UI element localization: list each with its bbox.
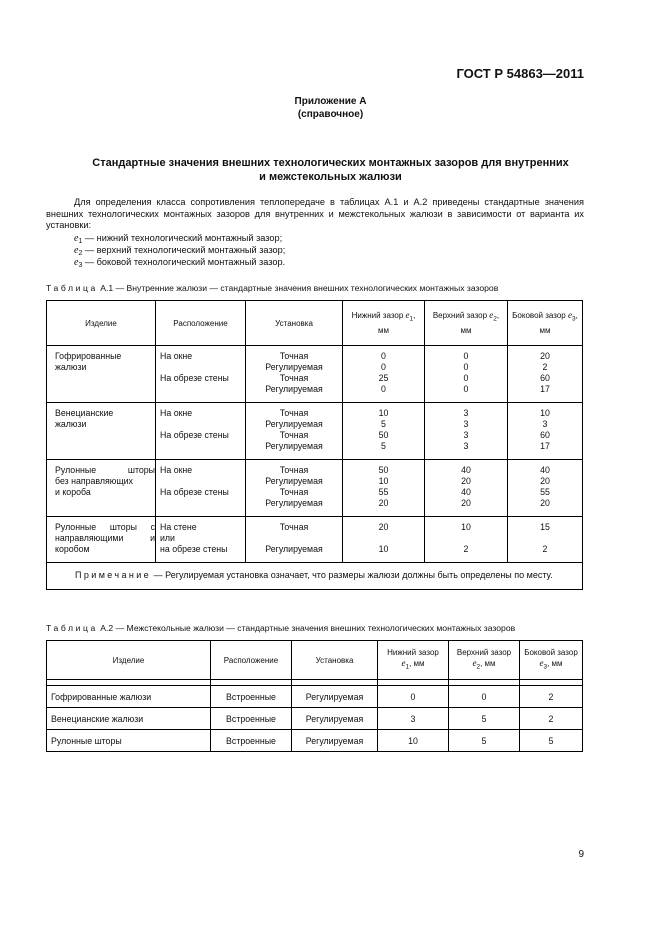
heading-line-2: и межстекольных жалюзи — [259, 171, 402, 183]
def-subscript: 3 — [78, 262, 83, 269]
cell-e2: 5 — [449, 730, 520, 752]
header-symbol: e — [401, 658, 406, 669]
table-group — [47, 465, 583, 517]
header-side-gap: Боковой зазор $e_3$, мм — [520, 641, 583, 680]
caption-text: А.1 — Внутренние жалюзи — стандартные значения внешних технологических монтажных зазоров — [97, 283, 499, 293]
header-unit: мм — [413, 659, 425, 669]
header-symbol: e — [472, 658, 477, 669]
caption-label: Таблица — [46, 283, 98, 293]
section-heading — [60, 156, 601, 184]
intro-paragraph — [46, 197, 584, 232]
table-row — [47, 686, 583, 708]
def-text: — боковой технологический монтажный зазор. — [82, 257, 286, 267]
header-lower-label: Нижний зазор — [351, 311, 404, 321]
table-note — [47, 563, 583, 590]
header-unit: мм — [484, 659, 496, 669]
table-group — [47, 522, 583, 563]
table-a1 — [46, 300, 583, 590]
table-group — [47, 351, 583, 403]
def-symbol: e — [74, 233, 79, 244]
cell-installation: Регулируемая — [292, 686, 378, 708]
cell-e2: 0 — [449, 686, 520, 708]
header-symbol: e — [489, 310, 494, 321]
cell-e2: 3 3 3 3 — [425, 408, 508, 460]
def-subscript: 2 — [78, 250, 83, 257]
cell-e3: 10 3 60 17 — [508, 408, 583, 460]
cell-e1: 3 — [378, 708, 449, 730]
def-subscript: 1 — [78, 238, 83, 245]
header-unit: мм — [378, 325, 389, 335]
cell-e2: 10 2 — [425, 522, 508, 563]
header-unit: мм — [539, 325, 551, 335]
cell-placement: На окне На обрезе стены — [156, 408, 246, 460]
table-group — [47, 408, 583, 460]
cell-e2: 40 20 40 20 — [425, 465, 508, 517]
cell-e3: 2 — [520, 708, 583, 730]
caption-text: А.2 — Межстекольные жалюзи — стандартные значения внешних технологических монтажных зазоров — [97, 623, 516, 633]
cell-e2: 0 0 0 0 — [425, 351, 508, 403]
cell-placement: На окне На обрезе стены — [156, 465, 246, 517]
header-item: Изделие — [47, 641, 211, 680]
table-a2 — [46, 640, 583, 752]
cell-installation: Точная Регулируемая Точная Регулируемая — [246, 408, 343, 460]
header-lower-gap: Нижний зазор $e_1$, мм — [343, 301, 425, 346]
cell-installation: Точная Регулируемая — [246, 522, 343, 563]
def-text: — нижний технологический монтажный зазор; — [82, 233, 283, 243]
header-placement: Расположение — [156, 301, 246, 346]
intro-text: Для определения класса сопротивления теплопередаче в таблицах А.1 и А.2 приведены стандартные значения внешних технологических монтажных зазоров для внутренних и межстекольных жалюзи в зависимости от варианта их установки: — [46, 197, 584, 231]
cell-e1: 20 10 — [343, 522, 425, 563]
cell-e1: 0 — [378, 686, 449, 708]
appendix-title: Приложение А — [294, 96, 367, 107]
header-upper-gap: Верхний зазор $e_2$, мм — [425, 301, 508, 346]
header-placement: Расположение — [211, 641, 292, 680]
header-installation: Установка — [246, 301, 343, 346]
heading-line-1: Стандартные значения внешних технологических монтажных зазоров для внутренних — [92, 157, 569, 169]
table-a1-caption — [46, 283, 498, 293]
header-unit: мм — [551, 659, 563, 669]
table-row — [47, 730, 583, 752]
header-lower-label: Нижний зазор — [387, 648, 439, 658]
page-number: 9 — [578, 849, 584, 860]
header-symbol: e — [405, 310, 410, 321]
header-unit: мм — [460, 325, 472, 335]
def-text: — верхний технологический монтажный зазор; — [82, 245, 286, 255]
table-header-row — [47, 641, 583, 680]
table-note-row — [47, 563, 583, 590]
header-symbol: e — [539, 658, 544, 669]
cell-item: Венецианские жалюзи — [47, 408, 156, 460]
note-label: Примечание — [75, 570, 152, 580]
note-text: — Регулируемая установка означает, что размеры жалюзи должны быть определены по месту. — [151, 570, 553, 580]
appendix-subtitle: (справочное) — [297, 109, 364, 120]
cell-installation: Точная Регулируемая Точная Регулируемая — [246, 351, 343, 403]
table-row — [47, 708, 583, 730]
cell-e2: 5 — [449, 708, 520, 730]
header-side-label: Боковой зазор — [524, 648, 578, 658]
header-lower-gap: Нижний зазор $e_1$, мм — [378, 641, 449, 680]
definition-e3 — [74, 257, 285, 272]
header-upper-label: Верхний зазор — [432, 311, 488, 321]
table-header-row — [47, 301, 583, 346]
header-upper-gap: Верхний зазор $e_2$, мм — [449, 641, 520, 680]
cell-e3: 40 20 55 20 — [508, 465, 583, 517]
header-installation: Установка — [292, 641, 378, 680]
document-code: ГОСТ Р 54863—2011 — [456, 66, 584, 81]
header-side-label: Боковой зазор — [512, 311, 566, 321]
cell-item: Рулонные шторы с направляющими и коробом — [47, 522, 156, 563]
cell-placement: Встроенные — [211, 708, 292, 730]
def-symbol: e — [74, 257, 79, 268]
cell-e3: 20 2 60 17 — [508, 351, 583, 403]
cell-e1: 10 — [378, 730, 449, 752]
table-a2-caption — [46, 623, 515, 633]
caption-label: Таблица — [46, 623, 98, 633]
cell-e3: 2 — [520, 686, 583, 708]
header-upper-label: Верхний зазор — [456, 648, 512, 658]
cell-item: Рулонные шторы без направляющих и короба — [47, 465, 156, 517]
cell-e3: 15 2 — [508, 522, 583, 563]
cell-placement: Встроенные — [211, 730, 292, 752]
cell-e1: 10 5 50 5 — [343, 408, 425, 460]
def-symbol: e — [74, 245, 79, 256]
header-symbol: e — [567, 310, 572, 321]
cell-item: Гофрированные жалюзи — [47, 686, 211, 708]
cell-installation: Регулируемая — [292, 708, 378, 730]
cell-item: Гофрированные жалюзи — [47, 351, 156, 403]
header-side-gap: Боковой зазор $e_3$, мм — [508, 301, 583, 346]
cell-e1: 50 10 55 20 — [343, 465, 425, 517]
cell-item: Венецианские жалюзи — [47, 708, 211, 730]
header-item: Изделие — [47, 301, 156, 346]
cell-placement: На окне На обрезе стены — [156, 351, 246, 403]
cell-installation: Регулируемая — [292, 730, 378, 752]
cell-placement: На стене или на обрезе стены — [156, 522, 246, 563]
cell-item: Рулонные шторы — [47, 730, 211, 752]
cell-placement: Встроенные — [211, 686, 292, 708]
cell-installation: Точная Регулируемая Точная Регулируемая — [246, 465, 343, 517]
cell-e1: 0 0 25 0 — [343, 351, 425, 403]
cell-e3: 5 — [520, 730, 583, 752]
